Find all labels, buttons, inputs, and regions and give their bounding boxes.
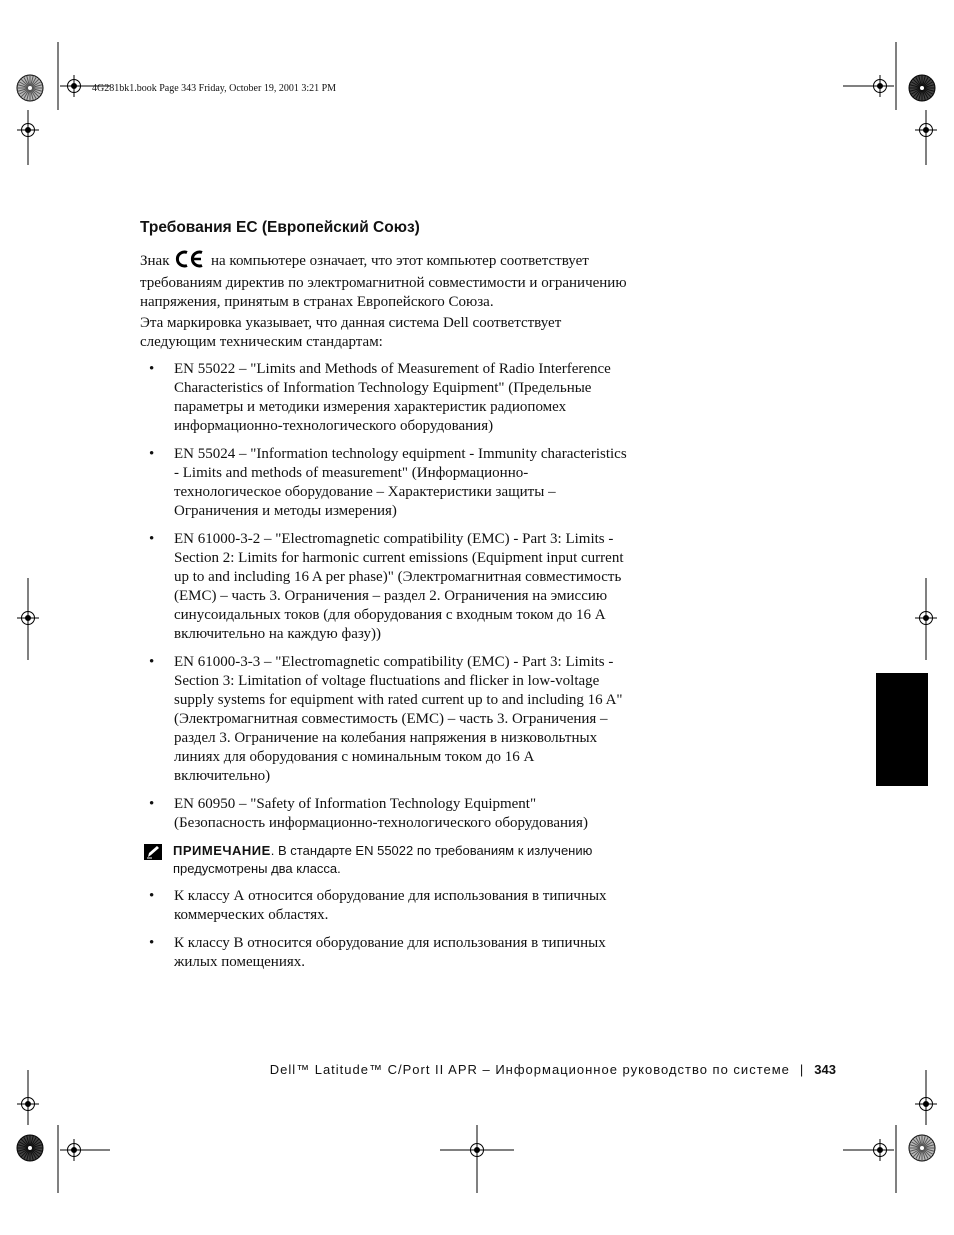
class-text: К классу В относится оборудование для использования в типичных жилых помещениях. [174, 935, 606, 970]
bullet: • [149, 796, 155, 812]
crosshair-registration-icon [915, 607, 937, 629]
bullet: • [149, 888, 155, 904]
list-item [140, 530, 630, 644]
page-content [140, 218, 630, 981]
page-footer [270, 1062, 836, 1077]
standard-text: EN 61000-3-2 – "Electromagnetic compatibility (EMC) - Part 3: Limits - Section 2: Limits for harmonic current emissions (Equipment input current up to and including 16 A per phase)" (Электромагнитная совместимость (ЕМС) – часть 3. Ограничения – раздел 2. Ограничения на эмиссию синусоидальных токов (для оборудования с входным током до 16 А включительно на каждую фазу)) [174, 531, 624, 642]
list-item [140, 653, 630, 786]
starburst-target-icon [909, 75, 935, 101]
crosshair-registration-icon [869, 75, 891, 97]
crosshair-registration-icon [466, 1139, 488, 1161]
intro-paragraph [140, 250, 630, 312]
list-item [140, 795, 630, 833]
crosshair-registration-icon [63, 1139, 85, 1161]
footer-separator: | [799, 1062, 805, 1077]
section-title: Требования ЕС (Европейский Союз) [140, 219, 420, 236]
intro-suffix: на компьютере означает, что этот компьютер соответствует требованиям директив по электромагнитной совместимости и ограничению напряжения, принятым в странах Европейского Союза. [140, 253, 627, 310]
section-thumb-tab [876, 673, 928, 786]
list-item [140, 360, 630, 436]
bullet: • [149, 935, 155, 951]
crosshair-registration-icon [17, 607, 39, 629]
crosshair-registration-icon [63, 75, 85, 97]
starburst-target-icon [17, 75, 43, 101]
crosshair-registration-icon [869, 1139, 891, 1161]
crosshair-registration-icon [915, 119, 937, 141]
bullet: • [149, 654, 155, 670]
bullet: • [149, 531, 155, 547]
standards-list [140, 360, 630, 833]
print-header-info: 4G281bk1.book Page 343 Friday, October 19, 2001 3:21 PM [92, 83, 337, 94]
crosshair-registration-icon [17, 119, 39, 141]
crosshair-registration-icon [17, 1093, 39, 1115]
standard-text: EN 55024 – "Information technology equipment - Immunity characteristics - Limits and methods of measurement" (Информационно-технологическое оборудование – Характеристики защиты – Ограничения и методы измерения) [174, 446, 627, 519]
bullet: • [149, 446, 155, 462]
starburst-target-icon [909, 1135, 935, 1161]
note-text: . В стандарте EN 55022 по требованиям к излучению предусмотрены два класса. [173, 843, 593, 876]
classes-list [140, 887, 630, 972]
ce-mark-icon [175, 250, 205, 274]
standard-text: EN 60950 – "Safety of Information Technology Equipment" (Безопасность информационно-технологического оборудования) [174, 796, 588, 831]
standard-text: EN 61000-3-3 – "Electromagnetic compatibility (EMC) - Part 3: Limits - Section 3: Limitation of voltage fluctuations and flicker in low-voltage supply systems for equipment with rated current up to and including 16 A" (Электромагнитная совместимость (EMC) – часть 3. Ограничения – раздел 3. Ограничение на колебания напряжения в низковольтных линиях для оборудования с номинальным током до 16 А включительно) [174, 654, 623, 784]
class-text: К классу А относится оборудование для использования в типичных коммерческих областях. [174, 888, 607, 923]
list-item [140, 887, 630, 925]
list-item [140, 445, 630, 521]
note-label: ПРИМЕЧАНИЕ [173, 843, 271, 858]
intro-paragraph-2: Эта маркировка указывает, что данная система Dell соответствует следующим техническим стандартам: [140, 315, 562, 350]
note-block [140, 842, 630, 878]
footer-title: Dell™ Latitude™ C/Port II APR – Информационное руководство по системе [269, 1062, 790, 1077]
page-number: 343 [814, 1062, 836, 1077]
bullet: • [149, 361, 155, 377]
crosshair-registration-icon [915, 1093, 937, 1115]
list-item [140, 934, 630, 972]
starburst-target-icon [17, 1135, 43, 1161]
pencil-note-icon [143, 843, 163, 866]
standard-text: EN 55022 – "Limits and Methods of Measurement of Radio Interference Characteristics of Information Technology Equipment" (Предельные параметры и методики измерения характеристик радиопомех информационно-технологического оборудования) [174, 361, 611, 434]
intro-prefix: Знак [140, 253, 170, 269]
